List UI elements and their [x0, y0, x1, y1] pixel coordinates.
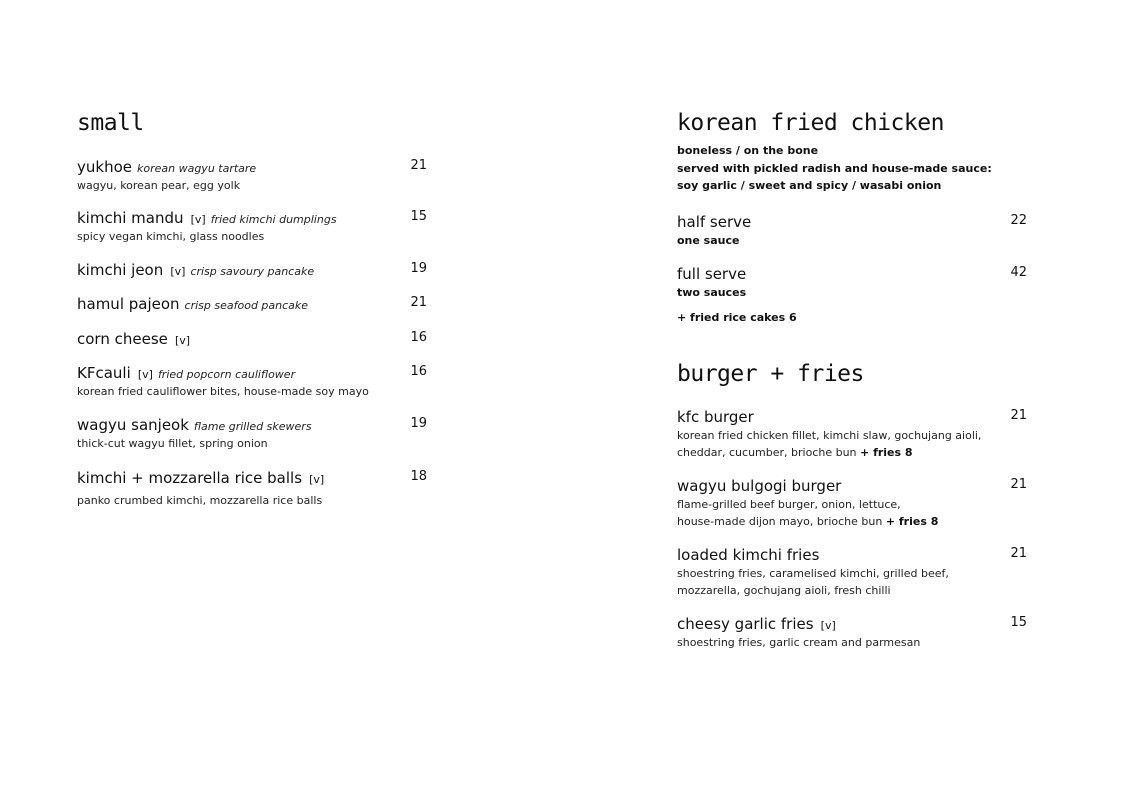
- item-name: yukhoe: [77, 158, 132, 176]
- item-description: panko crumbed kimchi, mozzarella rice balls: [77, 494, 323, 507]
- menu-item: [77, 329, 427, 349]
- vegetarian-tag: [v]: [137, 368, 153, 381]
- menu-item: [77, 157, 427, 194]
- item-price: 19: [410, 261, 427, 276]
- item-name: kimchi mandu: [77, 209, 184, 227]
- item-price: 21: [410, 158, 427, 173]
- item-name: kfc burger: [677, 408, 754, 426]
- item-description: korean fried chicken fillet, kimchi slaw, gochujang aioli,: [677, 429, 982, 442]
- item-note: one sauce: [677, 234, 740, 247]
- item-price: 16: [410, 330, 427, 345]
- item-price: 21: [1010, 546, 1027, 561]
- menu-item: [677, 212, 1027, 250]
- menu-item: [77, 260, 427, 280]
- item-price: 18: [410, 469, 427, 484]
- item-description: shoestring fries, garlic cream and parmesan: [677, 636, 921, 649]
- item-price: 15: [410, 209, 427, 224]
- item-name: cheesy garlic fries: [677, 615, 814, 633]
- menu-item: [677, 264, 1027, 302]
- menu-item: [677, 476, 1027, 530]
- item-subtitle: korean wagyu tartare: [136, 162, 257, 175]
- item-name: half serve: [677, 213, 752, 231]
- item-description: wagyu, korean pear, egg yolk: [77, 179, 241, 192]
- item-description: korean fried cauliflower bites, house-made soy mayo: [77, 385, 369, 398]
- vegetarian-tag: [v]: [190, 213, 206, 226]
- item-price: 21: [1010, 408, 1027, 423]
- item-name: wagyu sanjeok: [77, 416, 189, 434]
- item-description-text: house-made dijon mayo, brioche bun: [677, 515, 883, 528]
- item-price: 19: [410, 416, 427, 431]
- item-name: corn cheese: [77, 330, 168, 348]
- menu-item: [77, 208, 427, 245]
- menu-item: [77, 294, 427, 314]
- menu-item: [77, 363, 427, 400]
- vegetarian-tag: [v]: [170, 265, 186, 278]
- item-subtitle: crisp seafood pancake: [184, 299, 309, 312]
- item-name: full serve: [677, 265, 747, 283]
- item-price: 16: [410, 364, 427, 379]
- vegetarian-tag: [v]: [174, 334, 191, 347]
- fried-rice-cakes-addon: + fried rice cakes 6: [677, 311, 797, 324]
- item-price: 15: [1010, 615, 1027, 630]
- item-description: [677, 444, 1027, 461]
- item-price: 21: [410, 295, 427, 310]
- menu-item: [677, 614, 1027, 651]
- small-section-title: small: [77, 110, 144, 136]
- item-name: loaded kimchi fries: [677, 546, 820, 564]
- intro-line: soy garlic / sweet and spicy / wasabi onion: [677, 179, 942, 192]
- vegetarian-tag: [v]: [820, 619, 836, 632]
- item-name: KFcauli: [77, 364, 131, 382]
- intro-line: boneless / on the bone: [677, 144, 819, 157]
- item-subtitle: fried kimchi dumplings: [210, 213, 337, 226]
- item-note: two sauces: [677, 286, 747, 299]
- item-description: [677, 513, 1027, 530]
- item-name: hamul pajeon: [77, 295, 180, 313]
- intro-line: served with pickled radish and house-made sauce:: [677, 161, 992, 175]
- item-name: kimchi + mozzarella rice balls: [77, 469, 303, 487]
- item-subtitle: fried popcorn cauliflower: [157, 368, 296, 381]
- fries-addon: + fries 8: [860, 446, 913, 459]
- menu-item: [677, 407, 1027, 461]
- menu-item: [677, 545, 1027, 599]
- item-description: shoestring fries, caramelised kimchi, grilled beef,: [677, 567, 949, 580]
- item-description-text: cheddar, cucumber, brioche bun: [677, 446, 857, 459]
- item-description: thick-cut wagyu fillet, spring onion: [77, 437, 268, 450]
- item-price: 22: [1010, 213, 1027, 228]
- item-description: flame-grilled beef burger, onion, lettuce,: [677, 498, 901, 511]
- item-price: 42: [1010, 265, 1027, 280]
- item-name: wagyu bulgogi burger: [677, 477, 842, 495]
- menu-item: [77, 415, 427, 452]
- item-subtitle: crisp savoury pancake: [190, 265, 315, 278]
- burger-fries-title: burger + fries: [677, 361, 864, 387]
- item-description: mozzarella, gochujang aioli, fresh chilli: [677, 584, 891, 597]
- menu-item: [77, 468, 427, 509]
- item-price: 21: [1010, 477, 1027, 492]
- item-name: kimchi jeon: [77, 261, 164, 279]
- item-subtitle: flame grilled skewers: [193, 420, 312, 433]
- item-description: spicy vegan kimchi, glass noodles: [77, 230, 265, 243]
- fries-addon: + fries 8: [885, 515, 939, 528]
- kfc-intro: [677, 142, 1027, 195]
- korean-fried-chicken-title: korean fried chicken: [677, 110, 944, 136]
- vegetarian-tag: [v]: [309, 473, 325, 486]
